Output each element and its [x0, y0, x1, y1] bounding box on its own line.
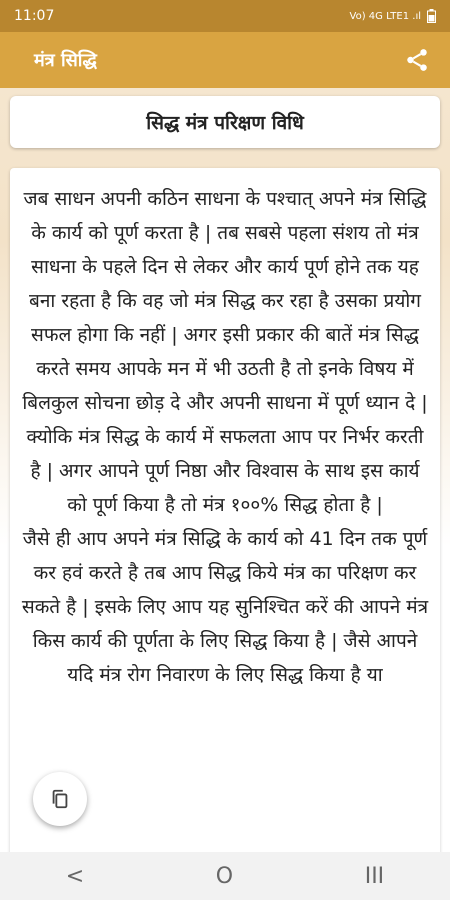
article-card[interactable]	[10, 168, 440, 858]
battery-icon	[427, 9, 436, 23]
system-nav-bar	[0, 852, 450, 900]
status-time: 11:07	[14, 8, 55, 24]
article-title: सिद्ध मंत्र परिक्षण विधि	[10, 96, 440, 148]
article-body: जब साधन अपनी कठिन साधना के पश्चात् अपने मंत्र सिद्धि के कार्य को पूर्ण करता है | तब सबसे पहला संशय तो मंत्र साधना के पहले दिन से लेकर और कार्य पूर्ण होने तक यह बना रहता है कि वह जो मंत्र सिद्ध कर रहा है उसका प्रयोग सफल होगा कि नहीं | अगर इसी प्रकार की बातें मंत्र सिद्ध करते समय आपके मन में भी उठती है तो इनके विषय में बिलकुल सोचना छोड़ दे और अपनी साधना में पूर्ण ध्यान दे | क्योकि मंत्र सिद्ध के कार्य में सफलता आप पर निर्भर करती है | अगर आपने पूर्ण निष्ठा और विश्वास के साथ इस कार्य को पूर्ण किया है तो मंत्र १००% सिद्ध होता है | जैसे ही आप अपने मंत्र सिद्धि के कार्य को 41 दिन तक पूर्ण कर हवं करते है तब आप सिद्ध किये मंत्र का परिक्षण कर सकते है | इसके लिए आप यह सुनिश्चित करें की आपने मंत्र किस कार्य की पूर्णता के लिए सिद्ध किया है | जैसे आपने यदि मंत्र रोग निवारण के लिए सिद्ध किया है या	[21, 188, 429, 686]
copy-icon	[49, 788, 71, 810]
nav-recents-button[interactable]: III	[364, 863, 385, 889]
status-icons	[350, 9, 436, 23]
app-title: मंत्र सिद्धि	[34, 50, 97, 71]
nav-home-button[interactable]: O	[215, 863, 234, 889]
status-bar	[0, 0, 450, 32]
share-button[interactable]	[402, 45, 432, 75]
app-bar	[0, 32, 450, 88]
nav-back-button[interactable]: <	[65, 863, 85, 889]
share-icon	[404, 47, 430, 73]
copy-button[interactable]	[33, 772, 87, 826]
signal-text: Vo) 4G LTE1 .ıl	[349, 10, 421, 22]
